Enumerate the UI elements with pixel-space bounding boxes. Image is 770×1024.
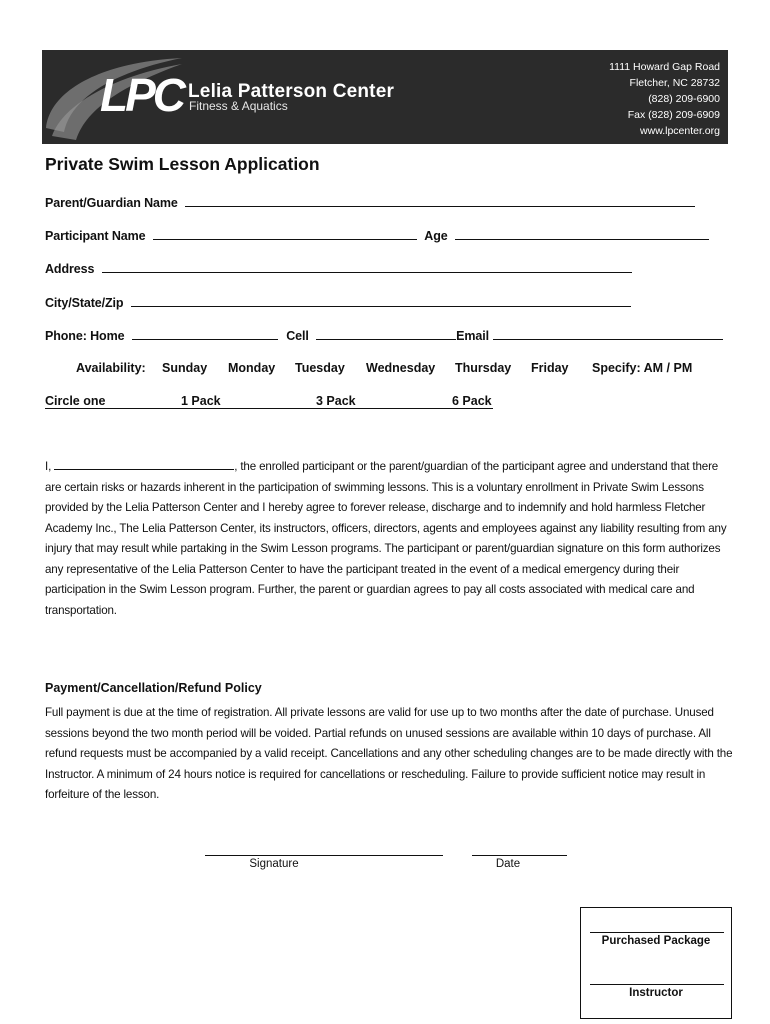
cell-label: Cell [286, 329, 309, 343]
contact-city: Fletcher, NC 28732 [629, 77, 720, 89]
instructor-field[interactable] [590, 984, 724, 985]
address-field[interactable] [102, 260, 632, 273]
waiver-text: , the enrolled participant or the parent/guardian of the participant agree and understand that there are certain risks or hazards inherent in the participation of swimming lessons. This is a voluntary enrollment in Private Swim Lessons provided by the Lelia Patterson Center and I hereby agree to forever release, discharge and to indemnify and hold harmless Fletcher Academy Inc., The Lelia Patterson Center, its instructors, officers, directors, agents and employees against any liability resulting from any injury that may result while partaking in the Swim Lesson programs. The participant or parent/guardian signature on this form authorizes any representative of the Lelia Patterson Center to have the participant treated in the event of a medical emergency during their participation in the Swim Lesson program. Further, the parent or guardian agrees to pay all costs associated with medical care and transportation. [45, 460, 727, 617]
day-wednesday[interactable]: Wednesday [366, 361, 436, 375]
instructor-label: Instructor [629, 987, 683, 999]
address-label: Address [45, 262, 95, 276]
parent-label: Parent/Guardian Name [45, 196, 178, 210]
home-phone-label: Phone: Home [45, 329, 125, 343]
city-label: City/State/Zip [45, 296, 124, 310]
city-field[interactable] [131, 294, 631, 307]
participant-row [45, 227, 709, 243]
contact-block [609, 59, 720, 139]
participant-name-field[interactable] [153, 227, 417, 240]
day-monday[interactable]: Monday [228, 361, 276, 375]
waiver-paragraph [45, 457, 735, 621]
contact-phone: (828) 209-6900 [648, 93, 720, 105]
contact-address: 1111 Howard Gap Road [609, 61, 720, 73]
participant-label: Participant Name [45, 229, 146, 243]
email-label: Email [456, 329, 489, 343]
org-subtitle: Fitness & Aquatics [189, 99, 288, 113]
day-thursday[interactable]: Thursday [455, 361, 512, 375]
logo-letters: LPC [100, 69, 183, 121]
day-friday[interactable]: Friday [531, 361, 569, 375]
signature-field[interactable] [205, 855, 443, 856]
office-use-box [580, 907, 732, 1019]
phone-row [45, 327, 723, 343]
page-title: Private Swim Lesson Application [45, 154, 320, 174]
pack-3[interactable]: 3 Pack [316, 394, 356, 408]
waiver-start: I, [45, 460, 55, 473]
purchased-package-label: Purchased Package [601, 935, 711, 947]
home-phone-field[interactable] [132, 327, 278, 340]
pack-6[interactable]: 6 Pack [452, 394, 492, 408]
signature-label: Signature [249, 858, 299, 870]
package-field[interactable] [590, 932, 724, 933]
city-row [45, 294, 631, 310]
contact-fax: Fax (828) 209-6909 [627, 109, 720, 121]
circle-one-label: Circle one [45, 394, 106, 408]
day-sunday[interactable]: Sunday [162, 361, 208, 375]
cell-field[interactable] [316, 327, 456, 340]
pack-underline [45, 408, 493, 409]
address-row [45, 260, 632, 276]
date-field[interactable] [472, 855, 567, 856]
org-name: Lelia Patterson Center [188, 81, 395, 102]
age-label: Age [424, 229, 448, 243]
policy-title: Payment/Cancellation/Refund Policy [45, 681, 262, 695]
header-banner [42, 50, 728, 144]
waiver-name-field[interactable] [54, 459, 234, 470]
policy-text: Full payment is due at the time of registration. All private lessons are valid for use up to two months after the date of purchase. Unused sessions beyond the two month period will be voided. Partial refunds on unused sessions are available within 10 days of purchase. All refund requests must be accompanied by a valid receipt. Cancellations and any other scheduling changes are to be made directly with the Instructor. A minimum of 24 hours notice is required for cancellations or rescheduling. Failure to provide sufficient notice may result in forfeiture of the lesson. [45, 706, 733, 801]
day-tuesday[interactable]: Tuesday [295, 361, 345, 375]
parent-row [45, 194, 695, 210]
parent-name-field[interactable] [185, 194, 695, 207]
availability-label: Availability: [76, 361, 146, 375]
specify-am-pm[interactable]: Specify: AM / PM [592, 361, 693, 375]
date-label: Date [495, 858, 521, 870]
age-field[interactable] [455, 227, 709, 240]
contact-website[interactable]: www.lpcenter.org [640, 125, 720, 137]
email-field[interactable] [493, 327, 723, 340]
pack-1[interactable]: 1 Pack [181, 394, 221, 408]
